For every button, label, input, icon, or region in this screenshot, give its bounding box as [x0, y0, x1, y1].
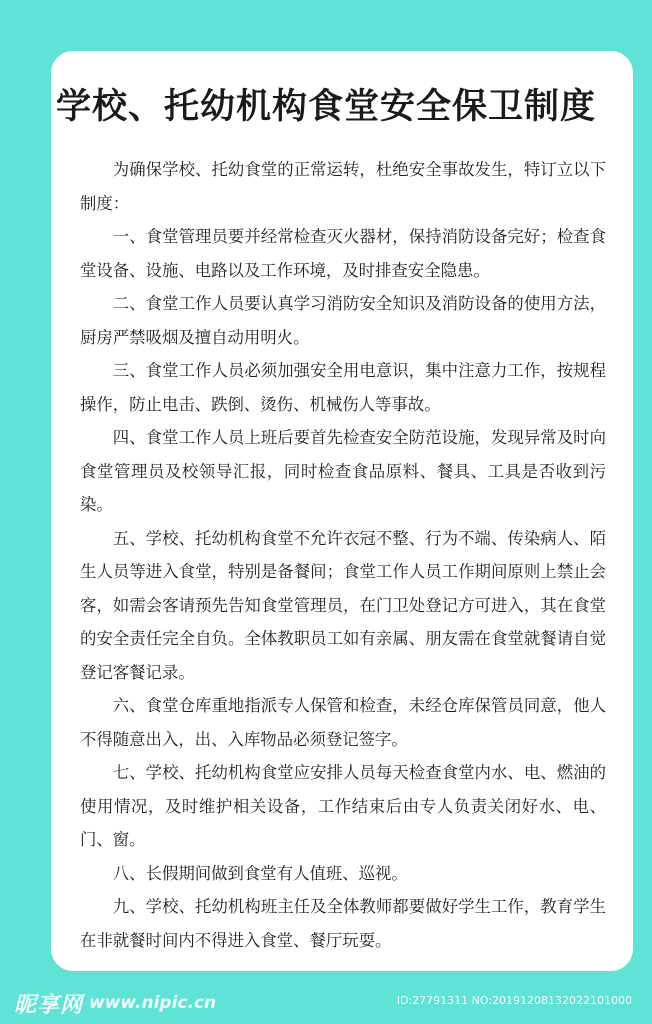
rule-paragraph-5: 五、学校、托幼机构食堂不允许衣冠不整、行为不端、传染病人、陌生人员等进入食堂，特别是备餐间；食堂工作人员工作期间原则上禁止会客，如需会客请预先告知食堂管理员，在门卫处登记方可进入，其在食堂的安全责任完全自负。全体教职员工如有亲属、朋友需在食堂就餐请自觉登记客餐记录。 [80, 528, 606, 682]
rule-paragraph-7: 七、学校、托幼机构食堂应安排人员每天检查食堂内水、电、燃油的使用情况，及时维护相关设备，工作结束后由专人负责关闭好水、电、门、窗。 [80, 763, 606, 849]
watermark-brand: 昵享网 [14, 992, 84, 1018]
watermark-url: www.nipic.cn [89, 993, 217, 1013]
watermark-id: ID:27791311 NO:20191208132022101000 [396, 994, 632, 1007]
rule-paragraph-6: 六、食堂仓库重地指派专人保管和检查，未经仓库保管员同意，他人不得随意出入，出、入库物品必须登记签字。 [80, 696, 606, 749]
watermark-logo [14, 988, 216, 1018]
document-title: 学校、托幼机构食堂安全保卫制度 [55, 87, 596, 127]
rule-paragraph-4: 四、食堂工作人员上班后要首先检查安全防范设施，发现异常及时向食堂管理员及校领导汇报，同时检查食品原料、餐具、工具是否收到污染。 [80, 428, 606, 514]
rule-paragraph-1: 一、食堂管理员要并经常检查灭火器材，保持消防设备完好；检查食堂设备、设施、电路以及工作环境，及时排查安全隐患。 [80, 227, 606, 280]
document-body [80, 153, 606, 957]
rule-paragraph-2: 二、食堂工作人员要认真学习消防安全知识及消防设备的使用方法，厨房严禁吸烟及擅自动用明火。 [80, 294, 606, 347]
rule-paragraph-8: 八、长假期间做到食堂有人值班、巡视。 [112, 863, 408, 883]
intro-paragraph: 为确保学校、托幼食堂的正常运转，杜绝安全事故发生，特订立以下制度： [80, 160, 606, 213]
rule-paragraph-3: 三、食堂工作人员必须加强安全用电意识，集中注意力工作，按规程操作，防止电击、跌倒、烫伤、机械伤人等事故。 [80, 361, 606, 414]
rule-paragraph-9: 九、学校、托幼机构班主任及全体教师都要做好学生工作，教育学生在非就餐时间内不得进入食堂、餐厅玩耍。 [80, 897, 606, 950]
